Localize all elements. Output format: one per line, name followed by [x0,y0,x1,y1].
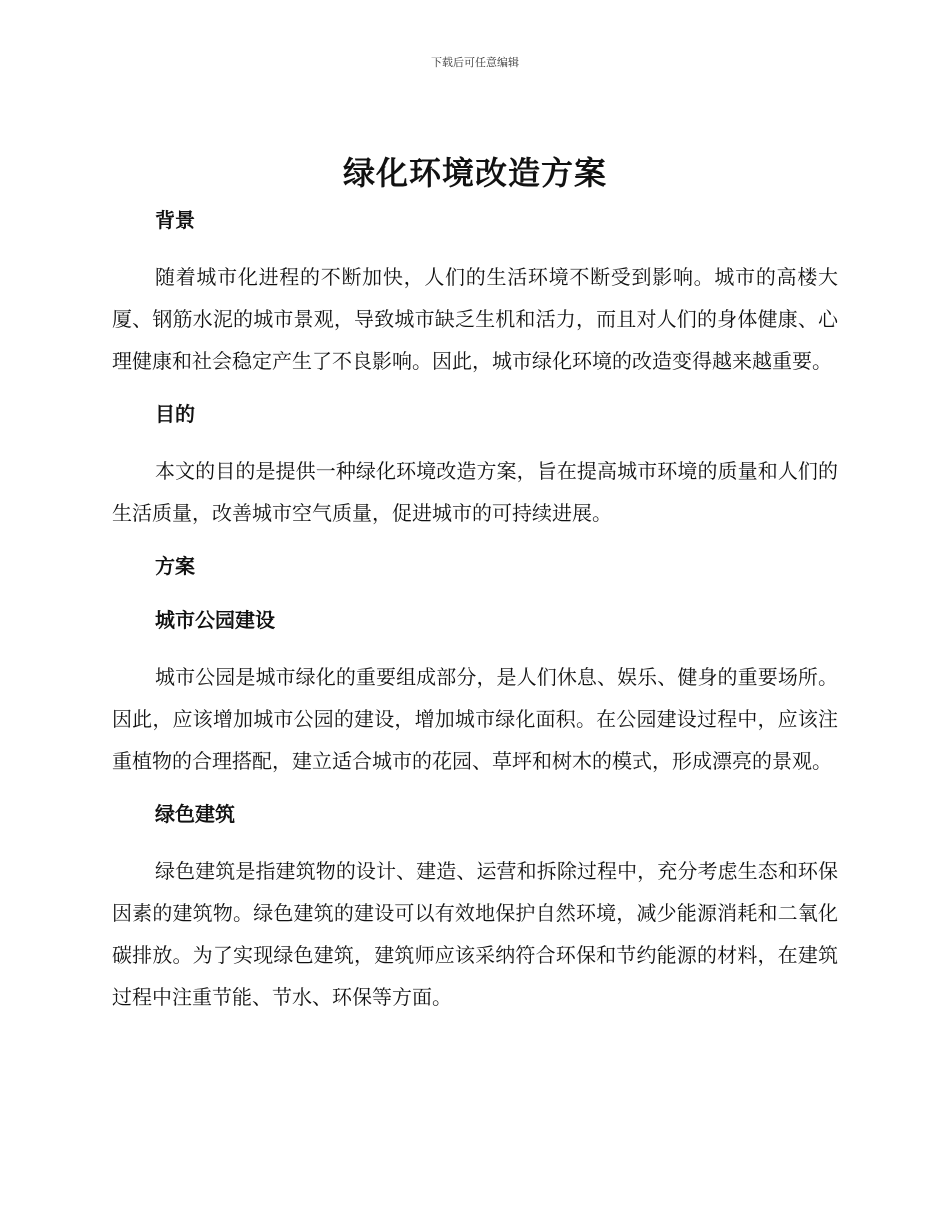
document-body [112,202,838,1030]
paragraph-background: 随着城市化进程的不断加快，人们的生活环境不断受到影响。城市的高楼大厦、钢筋水泥的城市景观，导致城市缺乏生机和活力，而且对人们的身体健康、心理健康和社会稳定产生了不良影响。因此，城市绿化环境的改造变得越来越重要。 [112,265,838,373]
document-title: 绿化环境改造方案 [342,154,607,192]
section-heading-purpose: 目的 [155,402,195,426]
section-heading-green-building: 绿色建筑 [155,802,235,826]
paragraph-purpose: 本文的目的是提供一种绿化环境改造方案，旨在提高城市环境的质量和人们的生活质量，改善城市空气质量，促进城市的可持续进展。 [112,459,838,525]
section-heading-park: 城市公园建设 [155,608,275,632]
paragraph-park: 城市公园是城市绿化的重要组成部分，是人们休息、娱乐、健身的重要场所。因此，应该增加城市公园的建设，增加城市绿化面积。在公园建设过程中，应该注重植物的合理搭配，建立适合城市的花园、草坪和树木的模式，形成漂亮的景观。 [112,665,838,773]
paragraph-green-building: 绿色建筑是指建筑物的设计、建造、运营和拆除过程中，充分考虑生态和环保因素的建筑物。绿色建筑的建设可以有效地保护自然环境，减少能源消耗和二氧化碳排放。为了实现绿色建筑，建筑师应该采纳符合环保和节约能源的材料，在建筑过程中注重节能、节水、环保等方面。 [112,859,838,1009]
page-header-note: 下载后可任意编辑 [431,56,519,69]
section-heading-background: 背景 [155,208,195,232]
section-heading-plan: 方案 [155,554,195,578]
